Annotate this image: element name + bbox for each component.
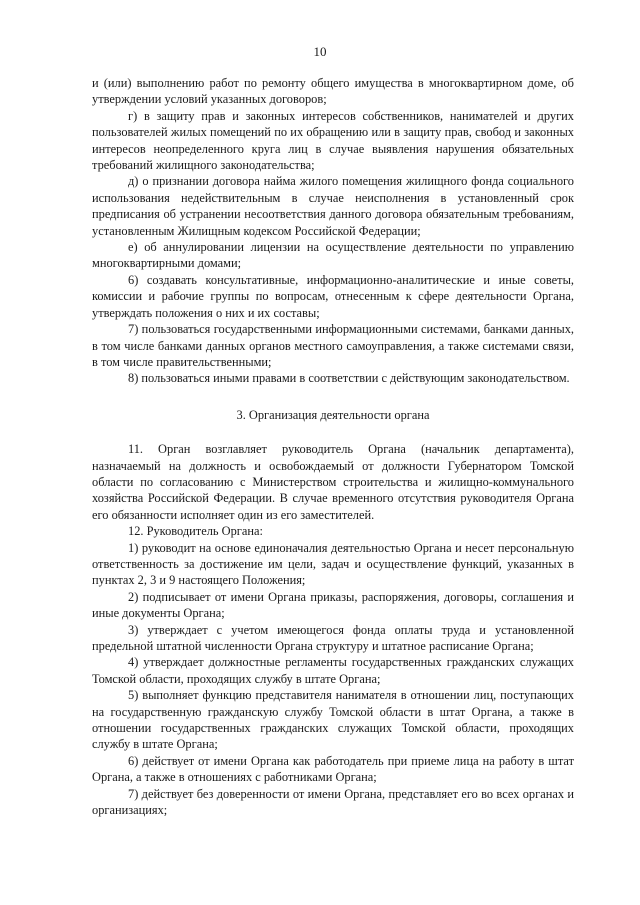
page-number: 10 (313, 44, 327, 59)
paragraph: 4) утверждает должностные регламенты государственных гражданских служащих Томской области, проходящих службу в штате Органа; (92, 655, 574, 686)
paragraph: 12. Руководитель Органа: (128, 524, 263, 539)
paragraph: 6) создавать консультативные, информационно-аналитические и иные советы, комиссии и рабочие группы по вопросам, отнесенным к сфере деятельности Органа, утверждать положения о них и их составы; (92, 272, 574, 320)
paragraph: 8) пользоваться иными правами в соответствии с действующим законодательством. (128, 371, 570, 386)
paragraph: д) о признании договора найма жилого помещения жилищного фонда социального использования недействительным в случае неисполнения в установленный срок предписания об устранении несоответствия данного договора обязательным требованиям, установленным Жилищным кодексом Российской Федерации; (92, 174, 574, 238)
paragraph: е) об аннулировании лицензии на осуществление деятельности по управлению многоквартирными домами; (92, 240, 574, 271)
paragraph: г) в защиту прав и законных интересов собственников, нанимателей и других пользователей жилых помещений по их обращению или в защиту прав, свобод и законных интересов неопределенного круга лиц в случае выявления нарушения обязательных требований жилищного законодательства; (92, 108, 574, 173)
paragraph: и (или) выполнению работ по ремонту общего имущества в многоквартирном доме, об утверждении условий указанных договоров; (92, 76, 574, 107)
section-heading: 3. Организация деятельности органа (236, 407, 430, 422)
paragraph: 2) подписывает от имени Органа приказы, распоряжения, договоры, соглашения и иные документы Органа; (92, 589, 574, 621)
paragraph: 11. Орган возглавляет руководитель Органа (начальник департамента), назначаемый на должность и освобождаемый от должности Губернатором Томской области по согласованию с Министерством строительства и жилищно-коммунального хозяйства Российской Федерации. В случае временного отсутствия руководителя Органа его обязанности исполняет один из его заместителей. (92, 442, 574, 522)
paragraph: 6) действует от имени Органа как работодатель при приеме лица на работу в штат Органа, а также в отношениях с работниками Органа; (92, 753, 574, 785)
paragraph: 3) утверждает с учетом имеющегося фонда оплаты труда и установленной предельной штатной численности Органа структуру и штатное расписание Органа; (92, 622, 574, 653)
paragraph: 1) руководит на основе единоначалия деятельностью Органа и несет персональную ответственность за достижение им цели, задач и осуществление функций, указанных в пунктах 2, 3 и 9 настоящего Положения; (92, 540, 574, 588)
paragraph: 5) выполняет функцию представителя нанимателя в отношении лиц, поступающих на государственную гражданскую службу Томской области в штат Органа, а также в отношении государственных гражданских служащих Томской области, проходящих службу в штате Органа; (92, 688, 574, 752)
paragraph: 7) действует без доверенности от имени Органа, представляет его во всех органах и организациях; (92, 786, 574, 818)
paragraph: 7) пользоваться государственными информационными системами, банками данных, в том числе банками данных органов местного самоуправления, а также системами связи, в том числе правительственными; (92, 322, 574, 369)
document-body (92, 75, 574, 818)
